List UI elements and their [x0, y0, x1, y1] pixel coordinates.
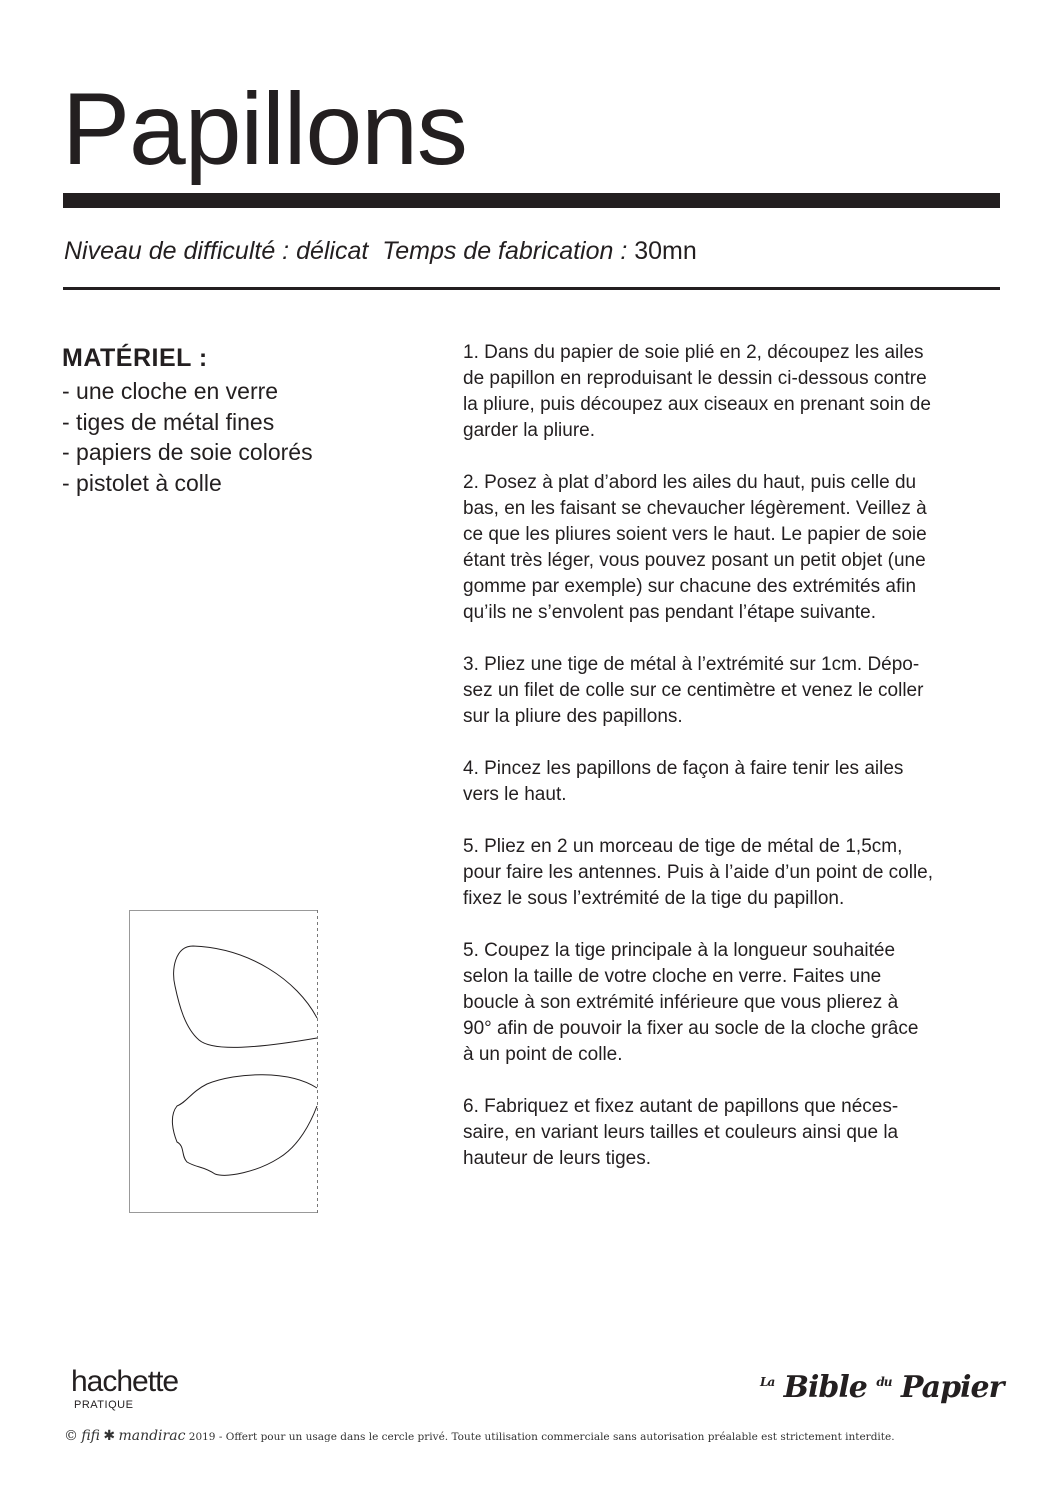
copyright-symbol: © [64, 1428, 78, 1444]
time-value: 30mn [634, 237, 697, 265]
instruction-step: 3. Pliez une tige de métal à l’extrémité sur 1cm. Dépo- sez un filet de colle sur ce centimètre et venez le coller sur la pliure des papillons. [463, 654, 924, 727]
signature-right: mandirac [118, 1428, 186, 1444]
brand-la: La [760, 1375, 775, 1389]
signature-left: fifi [81, 1428, 101, 1444]
project-meta [64, 234, 697, 268]
instruction-step: 2. Posez à plat d’abord les ailes du haut, puis celle du bas, en les faisant se chevaucher légèrement. Veillez à ce que les pliures soient vers le haut. Le papier de soie étant très léger, vous pouvez posant un petit objet (une gomme par exemple) sur chacune des extrémités afin qu’ils ne s’envolent pas pendant l’étape suivante. [463, 472, 927, 623]
meta-divider [63, 287, 1000, 290]
wing-template-drawing [129, 910, 319, 1213]
materials-item: - tiges de métal fines [62, 408, 275, 435]
materials-list [62, 376, 392, 498]
publisher-subname: PRATIQUE [74, 1399, 134, 1411]
title-underline [63, 193, 1000, 208]
brand-du: du [876, 1375, 892, 1389]
publisher-name: hachette [71, 1365, 179, 1398]
upper-wing-outline [174, 946, 317, 1047]
instruction-step: 5. Pliez en 2 un morceau de tige de métal de 1,5cm, pour faire les antennes. Puis à l’aide d’un point de colle, fixez le sous l’extrémité de la tige du papillon. [463, 836, 934, 909]
materials-item: - une cloche en verre [62, 378, 279, 404]
lower-wing-outline [172, 1075, 317, 1175]
copyright-footer [64, 1428, 895, 1444]
brand-papier: Papier [900, 1370, 1004, 1405]
page-title: Papillons [62, 72, 467, 186]
materials-section [62, 340, 392, 498]
brand-bible: Bible [783, 1370, 867, 1405]
footer-text: 2019 - Offert pour un usage dans le cercle privé. Toute utilisation commerciale sans autorisation préalable est strictement interdite. [188, 1431, 895, 1443]
instruction-step: 4. Pincez les papillons de façon à faire tenir les ailes vers le haut. [463, 758, 904, 805]
instruction-step: 6. Fabriquez et fixez autant de papillons que néces- saire, en variant leurs tailles et couleurs ainsi que la hauteur de leurs tiges. [463, 1096, 899, 1169]
brand-logo [760, 1370, 1003, 1405]
difficulty-label: Niveau de difficulté : délicat [64, 237, 369, 265]
materials-heading: MATÉRIEL : [62, 344, 208, 372]
wing-template [129, 910, 319, 1213]
flower-icon: ✱ [103, 1428, 116, 1444]
time-label: Temps de fabrication : [382, 237, 628, 265]
instruction-step: 5. Coupez la tige principale à la longueur souhaitée selon la taille de votre cloche en verre. Faites une boucle à son extrémité inférieure que vous plierez à 90° afin de pouvoir la fixer au socle de la cloche grâce à un point de colle. [463, 940, 919, 1065]
materials-item: - pistolet à colle [62, 469, 222, 496]
instruction-step: 1. Dans du papier de soie plié en 2, découpez les ailes de papillon en reproduisant le dessin ci-dessous contre la pliure, puis découpez aux ciseaux en prenant soin de garder la pliure. [463, 342, 931, 441]
publisher-logo [71, 1365, 178, 1411]
materials-item: - papiers de soie colorés [62, 439, 313, 465]
instructions [463, 340, 1018, 1198]
